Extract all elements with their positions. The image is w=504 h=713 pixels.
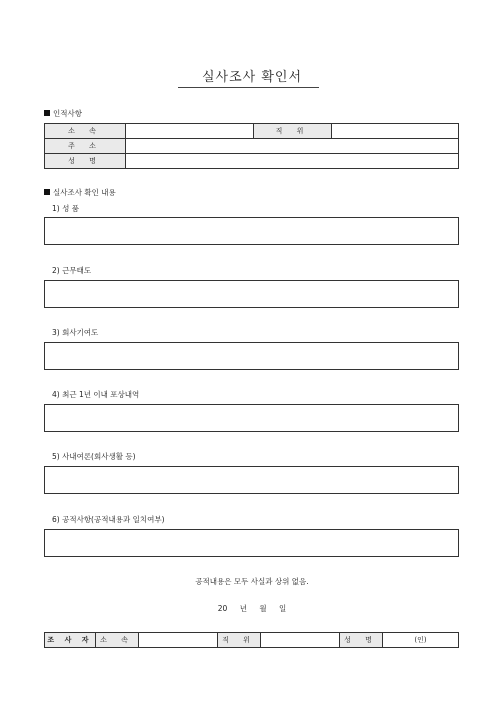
affiliation-field[interactable] — [126, 124, 254, 139]
personal-info-table — [44, 123, 459, 169]
date-line: 20 년 월 일 — [217, 604, 287, 613]
item-label-merit: 6) 공적사항(공적내용과 일치여부) — [52, 515, 165, 524]
name-field[interactable] — [126, 154, 459, 169]
affiliation-label: 소 속 — [45, 124, 126, 139]
item-box-character[interactable] — [44, 217, 459, 245]
sig-position-field[interactable] — [261, 633, 340, 648]
personal-section-title: 인적사항 — [53, 109, 82, 118]
position-label: 직 위 — [254, 124, 332, 139]
confirm-section-title: 실사조사 확인 내용 — [53, 188, 116, 197]
item-label-character: 1) 성 품 — [52, 204, 79, 213]
position-field[interactable] — [332, 124, 459, 139]
item-box-awards[interactable] — [44, 404, 459, 432]
title-underline — [178, 87, 319, 88]
sig-affiliation-label: 소 속 — [96, 633, 139, 648]
item-label-awards: 4) 최근 1년 이내 포상내역 — [52, 390, 140, 399]
item-label-contribution: 3) 회사기여도 — [52, 328, 99, 337]
item-box-merit[interactable] — [44, 529, 459, 557]
page-title: 실사조사 확인서 — [201, 70, 303, 85]
address-label: 주 소 — [45, 139, 126, 154]
item-label-opinion: 5) 사내여론(회사생활 등) — [52, 452, 136, 461]
item-box-attitude[interactable] — [44, 280, 459, 308]
sig-affiliation-field[interactable] — [139, 633, 218, 648]
name-label: 성 명 — [45, 154, 126, 169]
square-bullet-icon — [44, 189, 50, 195]
item-box-opinion[interactable] — [44, 466, 459, 494]
square-bullet-icon — [44, 110, 50, 116]
personal-section-heading — [44, 108, 82, 119]
investigator-label: 조 사 자 — [45, 633, 96, 648]
sig-position-label: 직 위 — [218, 633, 261, 648]
statement-text: 공적내용은 모두 사실과 상위 없음. — [195, 577, 309, 586]
confirm-section-heading — [44, 187, 116, 198]
sig-name-label: 성 명 — [340, 633, 383, 648]
item-label-attitude: 2) 근무태도 — [52, 266, 92, 275]
item-box-contribution[interactable] — [44, 342, 459, 370]
address-field[interactable] — [126, 139, 459, 154]
sig-seal-field[interactable]: (인) — [383, 633, 459, 648]
signature-table — [44, 632, 459, 648]
